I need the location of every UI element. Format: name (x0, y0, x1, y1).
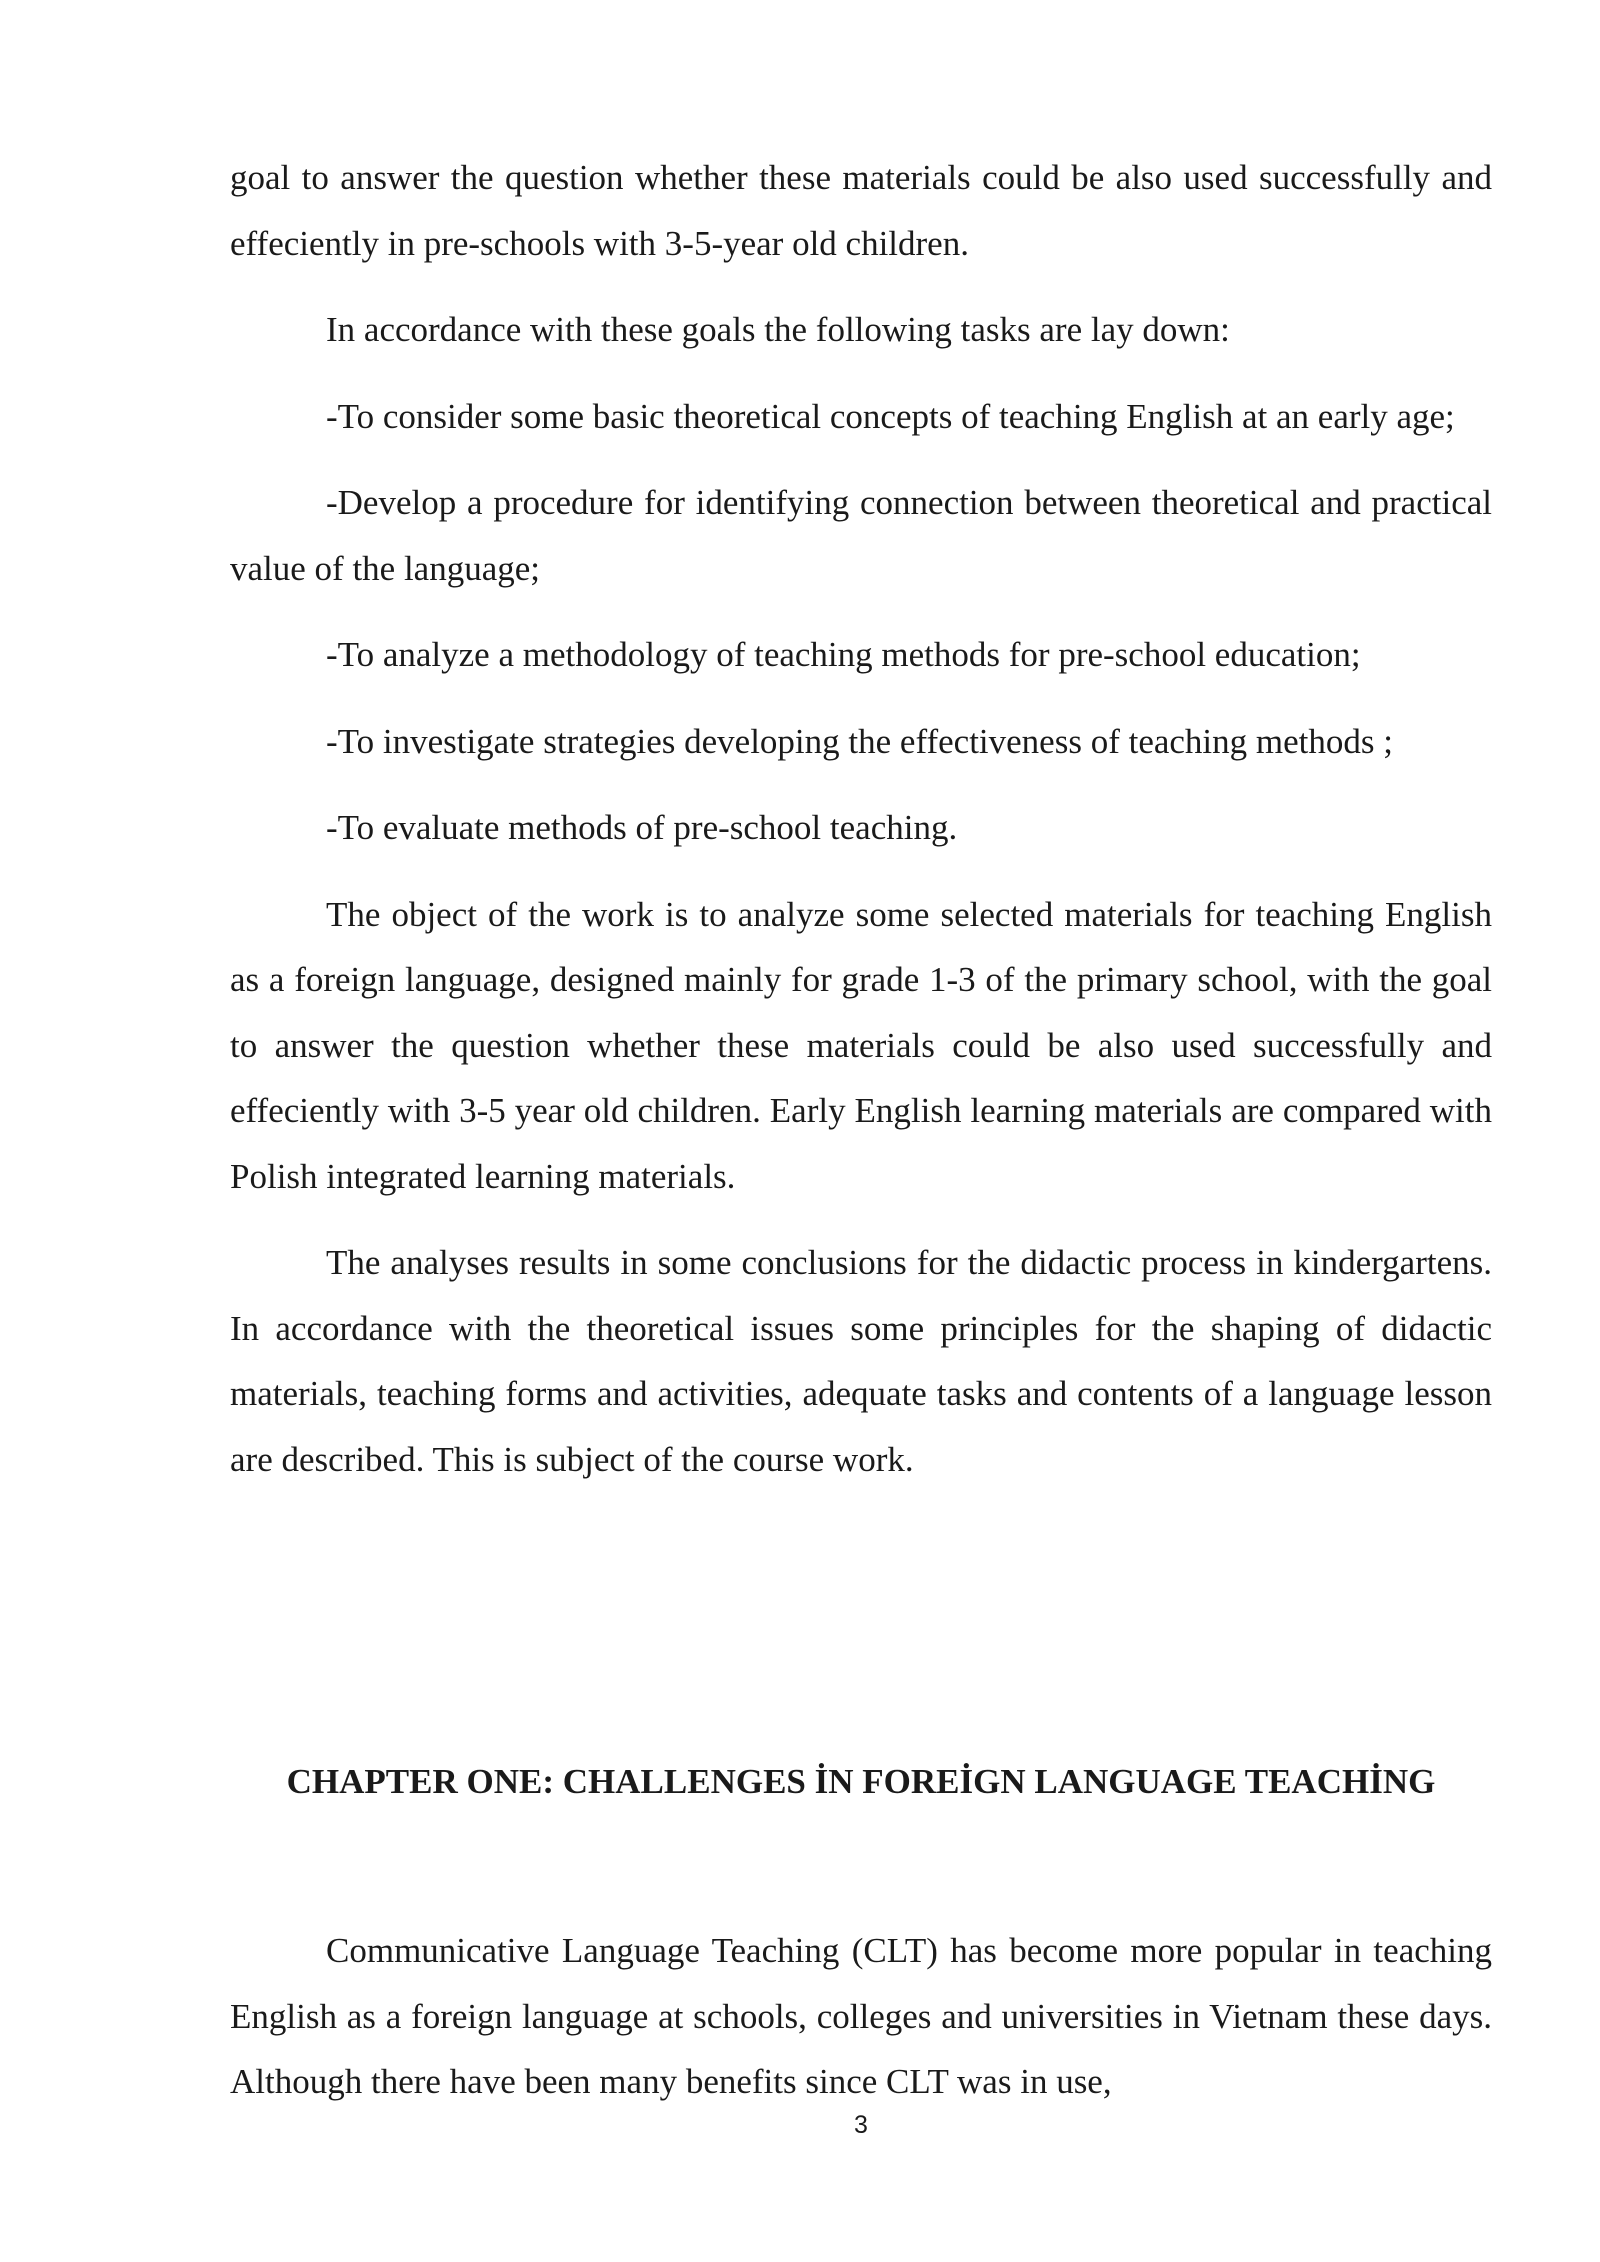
paragraph-clt: Communicative Language Teaching (CLT) has become more popular in teaching English as a foreign language at schools, colleges and universities in Vietnam these days. Although there have been many benefits since CLT was in use, (230, 1931, 1492, 2101)
task-item-1: -To consider some basic theoretical concepts of teaching English at an early age; (326, 396, 1455, 436)
chapter-heading: CHAPTER ONE: CHALLENGES İN FOREİGN LANGUAGE TEACHİNG (286, 1762, 1436, 1801)
paragraph-analyses-results: The analyses results in some conclusions for the didactic process in kindergartens. In accordance with the theoretical issues some principles for the shaping of didactic materials, teaching forms and activities, adequate tasks and contents of a language lesson are described. This is subject of the course work. (230, 1243, 1492, 1479)
paragraph-object-of-work: The object of the work is to analyze some selected materials for teaching English as a foreign language, designed mainly for grade 1-3 of the primary school, with the goal to answer the question whether these materials could be also used successfully and effeciently with 3-5 year old children. Early English learning materials are compared with Polish integrated learning materials. (230, 894, 1492, 1196)
task-item-5: -To evaluate methods of pre-school teaching. (326, 808, 958, 847)
chapter-one-section (230, 1918, 1492, 2115)
task-item-3: -To analyze a methodology of teaching methods for pre-school education; (326, 635, 1361, 674)
page-number: 3 (854, 2111, 868, 2139)
task-item-2: -Develop a procedure for identifying connection between theoretical and practical value of the language; (230, 483, 1492, 588)
intro-section (230, 145, 1492, 1492)
task-item-4: -To investigate strategies developing the effectiveness of teaching methods ; (326, 721, 1393, 761)
paragraph-continuation: goal to answer the question whether these materials could be also used successfully and effeciently in pre-schools with 3-5-year old children. (230, 158, 1492, 263)
paragraph-tasks-intro: In accordance with these goals the following tasks are lay down: (326, 310, 1230, 349)
